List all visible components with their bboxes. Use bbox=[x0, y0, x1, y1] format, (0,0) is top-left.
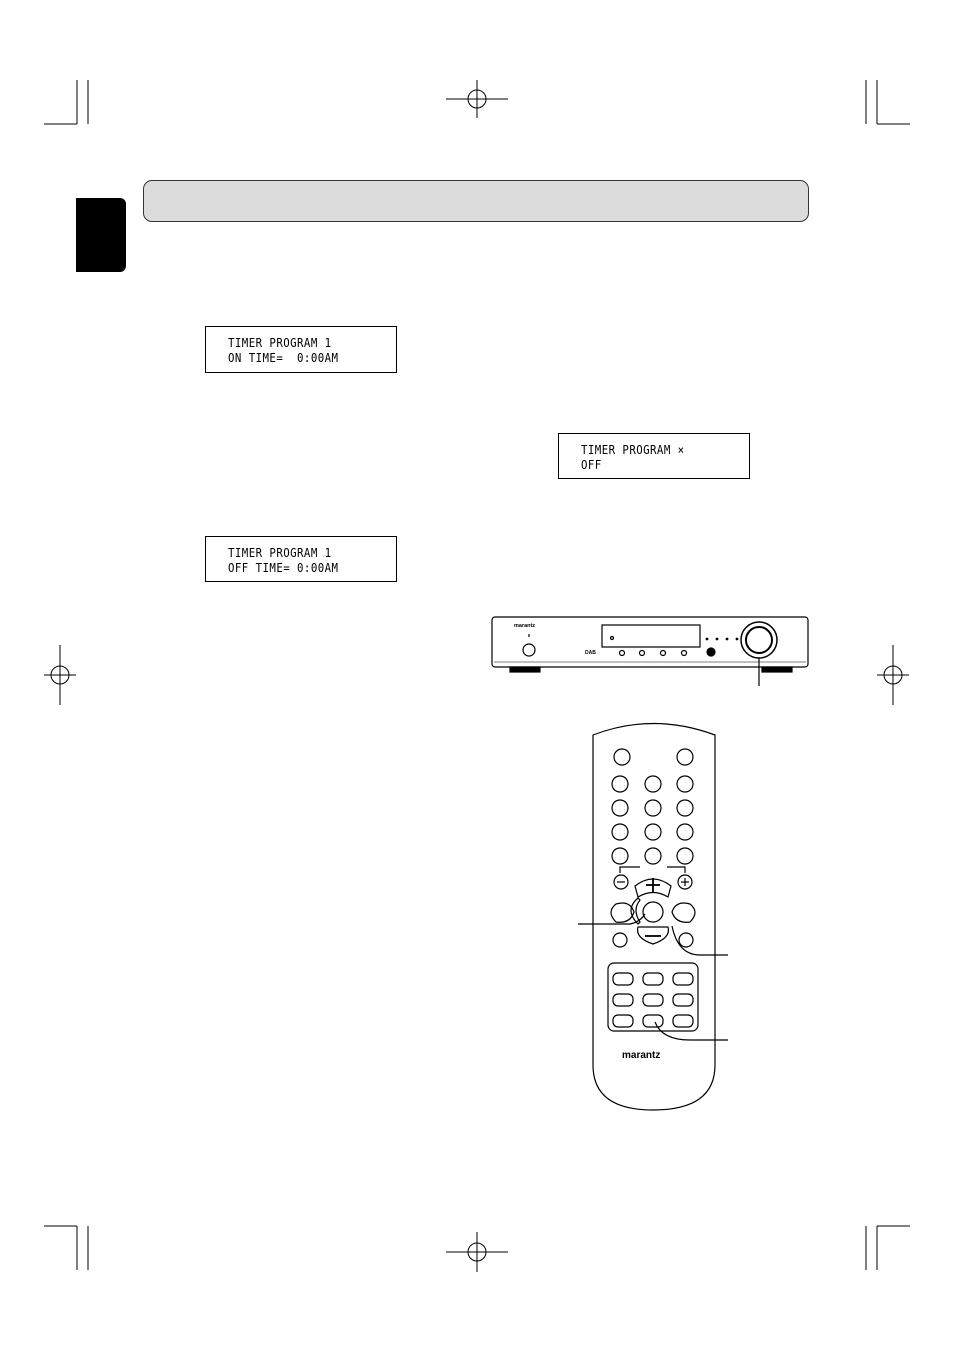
lcd-line-1: TIMER PROGRAM 1 bbox=[228, 335, 332, 350]
lcd-line-1: TIMER PROGRAM 1 bbox=[228, 545, 332, 560]
lcd-line-1: TIMER PROGRAM × bbox=[581, 442, 685, 457]
dab-badge: DAB bbox=[585, 650, 596, 656]
remote-brand-logo: marantz bbox=[622, 1050, 661, 1061]
lcd-line-2: OFF bbox=[581, 457, 602, 472]
lcd-line-2: ON TIME= 0:00AM bbox=[228, 350, 339, 365]
front-brand-logo: marantz bbox=[514, 623, 536, 629]
lcd-line-2: OFF TIME= 0:00AM bbox=[228, 560, 339, 575]
